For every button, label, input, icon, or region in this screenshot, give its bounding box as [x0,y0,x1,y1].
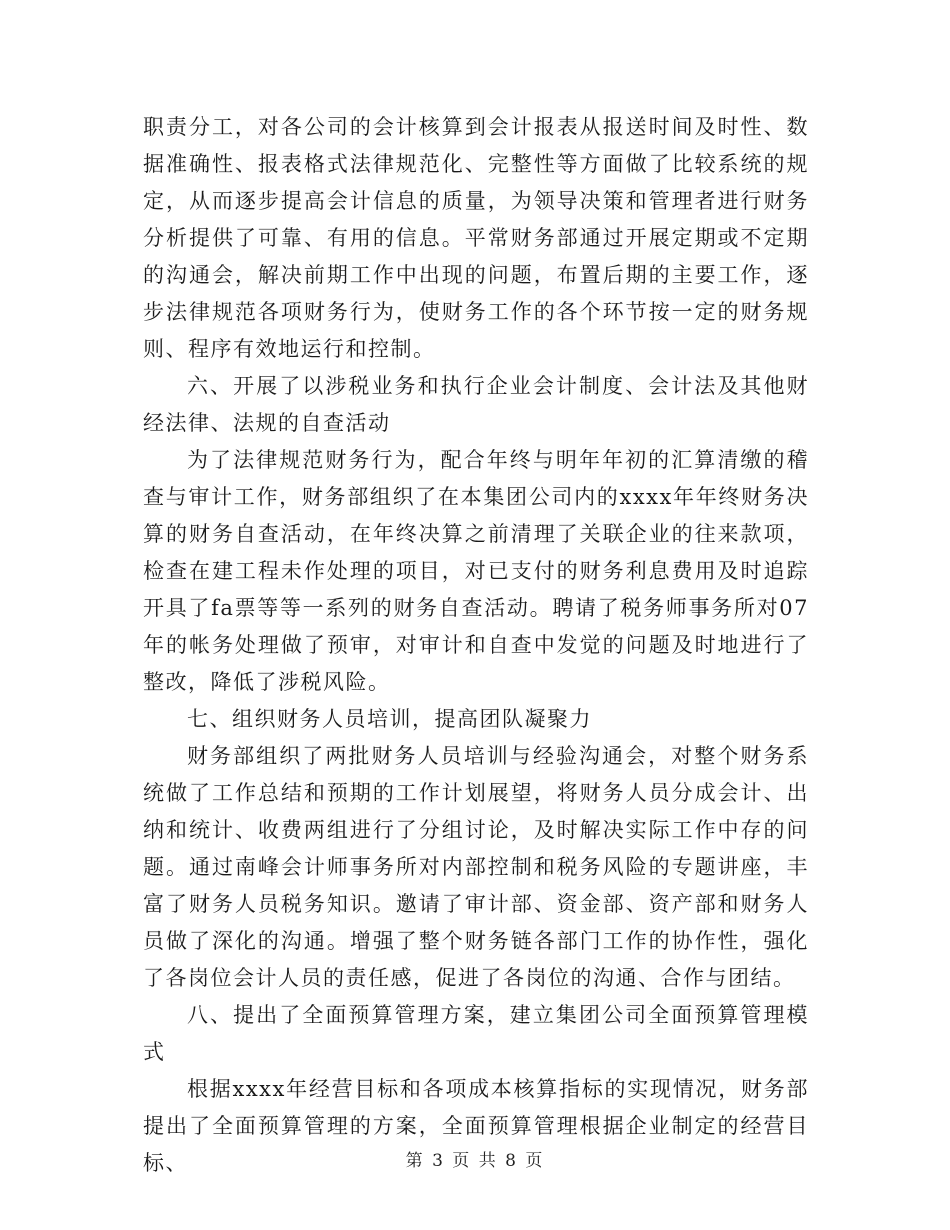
paragraph-3: 财务部组织了两批财务人员培训与经验沟通会，对整个财务系统做了工作总结和预期的工作计划展望，将财务人员分成会计、出纳和统计、收费两组进行了分组讨论，及时解决实际工作中存的问题。通过南峰会计师事务所对内部控制和税务风险的专题讲座，丰富了财务人员税务知识。邀请了审计部、资金部、资产部和财务人员做了深化的沟通。增强了整个财务链各部门工作的协作性，强化了各岗位会计人员的责任感，促进了各岗位的沟通、合作与团结。 [143,744,809,990]
section-heading-8: 八、提出了全面预算管理方案，建立集团公司全面预算管理模式 [143,1003,809,1064]
paragraph-1: 职责分工，对各公司的会计核算到会计报表从报送时间及时性、数据准确性、报表格式法律规范化、完整性等方面做了比较系统的规定，从而逐步提高会计信息的质量，为领导决策和管理者进行财务分析提供了可靠、有用的信息。平常财务部通过开展定期或不定期的沟通会，解决前期工作中出现的问题，布置后期的主要工作，逐步法律规范各项财务行为，使财务工作的各个环节按一定的财务规则、程序有效地运行和控制。 [143,115,809,361]
paragraph-4: 根据xxxx年经营目标和各项成本核算指标的实现情况，财务部提出了全面预算管理的方案，全面预算管理根据企业制定的经营目标、 [143,1077,809,1175]
paragraph-2: 为了法律规范财务行为，配合年终与明年年初的汇算清缴的稽查与审计工作，财务部组织了在本集团公司内的xxxx年年终财务决算的财务自查活动，在年终决算之前清理了关联企业的往来款项，检查在建工程未作处理的项目，对已支付的财务利息费用及时追踪开具了fa票等等一系列的财务自查活动。聘请了税务师事务所对07年的帐务处理做了预审，对审计和自查中发觉的问题及时地进行了整改，降低了涉税风险。 [143,448,809,694]
section-heading-6: 六、开展了以涉税业务和执行企业会计制度、会计法及其他财经法律、法规的自查活动 [143,374,809,435]
section-heading-7: 七、组织财务人员培训，提高团队凝聚力 [187,707,592,731]
document-body [143,109,809,1182]
page-number-footer: 第 3 页 共 8 页 [405,1151,545,1171]
